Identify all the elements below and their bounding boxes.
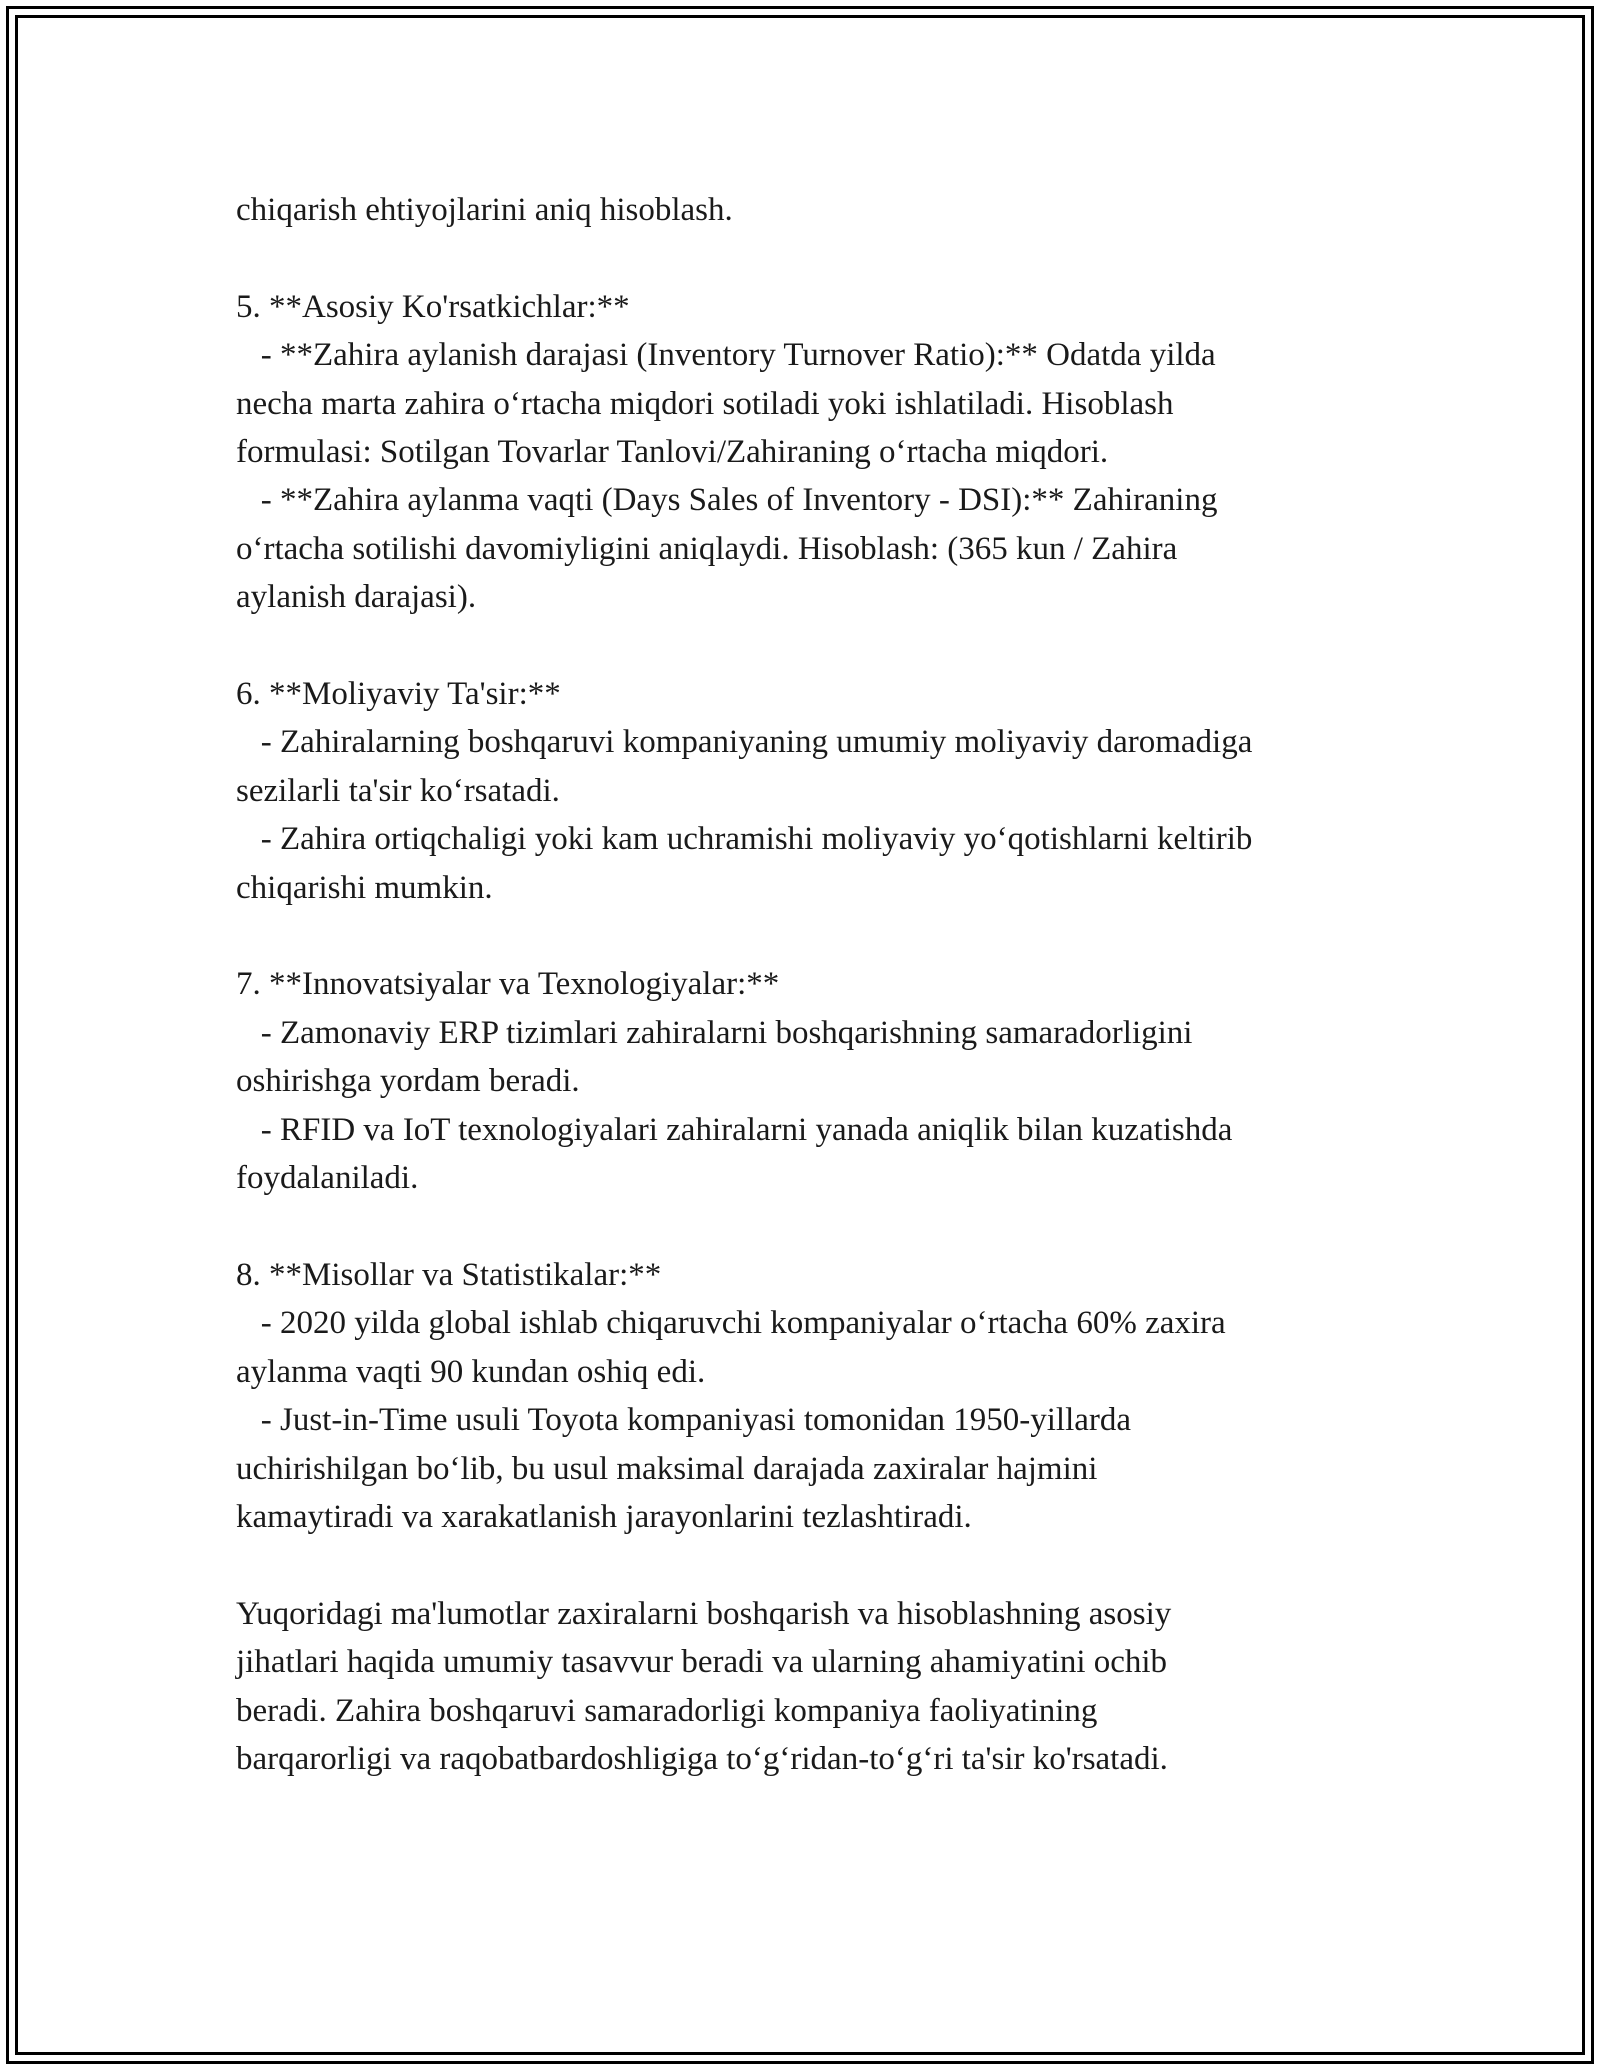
paragraph-gap bbox=[236, 622, 1396, 670]
text-line: foydalaniladi. bbox=[236, 1160, 419, 1197]
text-line: chiqarishi mumkin. bbox=[236, 869, 493, 906]
text-line: formulasi: Sotilgan Tovarlar Tanlovi/Zahiraning o‘rtacha miqdori. bbox=[236, 434, 1109, 471]
text-line: kamaytiradi va xarakatlanish jarayonlarini tezlashtiradi. bbox=[236, 1498, 972, 1535]
section-heading: 5. **Asosiy Ko'rsatkichlar:** bbox=[236, 288, 630, 325]
section-heading: 8. **Misollar va Statistikalar:** bbox=[236, 1256, 662, 1293]
text-line: oshirishga yordam beradi. bbox=[236, 1063, 580, 1100]
text-line: aylanish darajasi). bbox=[236, 579, 477, 616]
text-line: - Zamonaviy ERP tizimlari zahiralarni boshqarishning samaradorligini bbox=[236, 1014, 1193, 1051]
text-line: beradi. Zahira boshqaruvi samaradorligi kompaniya faoliyatining bbox=[236, 1692, 1098, 1729]
text-line: sezilarli ta'sir ko‘rsatadi. bbox=[236, 772, 560, 809]
document-body bbox=[236, 186, 1396, 1783]
section-heading: 7. **Innovatsiyalar va Texnologiyalar:** bbox=[236, 966, 780, 1003]
paragraph-gap bbox=[236, 234, 1396, 282]
text-line: - Zahira ortiqchaligi yoki kam uchramishi moliyaviy yo‘qotishlarni keltirib bbox=[236, 821, 1253, 858]
text-line: - **Zahira aylanma vaqti (Days Sales of Inventory - DSI):** Zahiraning bbox=[236, 482, 1218, 519]
paragraph-gap bbox=[236, 912, 1396, 960]
text-line: chiqarish ehtiyojlarini aniq hisoblash. bbox=[236, 192, 733, 228]
text-line: - Zahiralarning boshqaruvi kompaniyaning umumiy moliyaviy daromadiga bbox=[236, 724, 1253, 761]
paragraph-gap bbox=[236, 1202, 1396, 1250]
section-heading: 6. **Moliyaviy Ta'sir:** bbox=[236, 676, 561, 713]
text-line: uchirishilgan bo‘lib, bu usul maksimal darajada zaxiralar hajmini bbox=[236, 1450, 1098, 1487]
text-line: - 2020 yilda global ishlab chiqaruvchi kompaniyalar o‘rtacha 60% zaxira bbox=[236, 1305, 1226, 1342]
text-line: aylanma vaqti 90 kundan oshiq edi. bbox=[236, 1353, 706, 1390]
text-line: jihatlari haqida umumiy tasavvur beradi va ularning ahamiyatini ochib bbox=[236, 1644, 1168, 1681]
text-line: - Just-in-Time usuli Toyota kompaniyasi tomonidan 1950-yillarda bbox=[236, 1402, 1132, 1439]
text-line: o‘rtacha sotilishi davomiyligini aniqlaydi. Hisoblash: (365 kun / Zahira bbox=[236, 530, 1178, 567]
paragraph-gap bbox=[236, 1541, 1396, 1589]
text-line: Yuqoridagi ma'lumotlar zaxiralarni boshqarish va hisoblashning asosiy bbox=[236, 1595, 1172, 1632]
text-line: barqarorligi va raqobatbardoshligiga to‘g‘ridan-to‘g‘ri ta'sir ko'rsatadi. bbox=[236, 1740, 1168, 1777]
text-line: necha marta zahira o‘rtacha miqdori sotiladi yoki ishlatiladi. Hisoblash bbox=[236, 385, 1174, 422]
text-line: - **Zahira aylanish darajasi (Inventory Turnover Ratio):** Odatda yilda bbox=[236, 337, 1216, 374]
text-line: - RFID va IoT texnologiyalari zahiralarni yanada aniqlik bilan kuzatishda bbox=[236, 1111, 1233, 1148]
